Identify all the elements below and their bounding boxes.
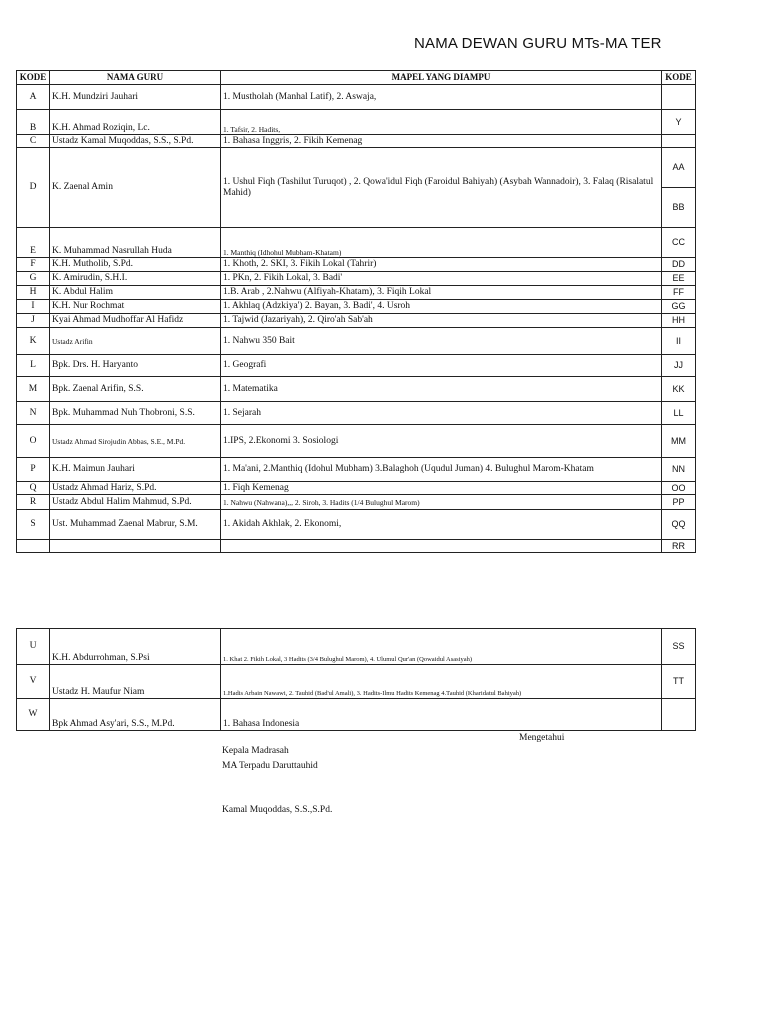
row-code: N [17,402,50,425]
header-kode-right: KODE [662,71,696,85]
table-row [17,258,696,272]
teacher-name: Bpk. Zaenal Arifin, S.S. [50,377,221,402]
teacher-table-2 [16,628,696,731]
teacher-kode: CC [662,228,696,258]
teacher-subjects: 1. Manthiq (Idhohul Mubham-Khatam) [221,228,662,258]
table-row [17,110,696,135]
table-row [17,665,696,699]
teacher-kode: LL [662,402,696,425]
row-code: G [17,272,50,286]
teacher-name: K.H. Abdurrohman, S.Psi [50,629,221,665]
teacher-kode: DD [662,258,696,272]
teacher-name: K. Abdul Halim [50,286,221,300]
teacher-name: K.H. Nur Rochmat [50,300,221,314]
row-code: K [17,328,50,355]
row-code: F [17,258,50,272]
teacher-subjects: 1. Khat 2. Fikih Lokal, 3 Hadits (3/4 Bulughul Marom), 4. Ulumul Qur'an (Qowaidul Asasiyah) [221,629,662,665]
row-code: S [17,510,50,540]
table-row [17,286,696,300]
teacher-name: K.H. Maimun Jauhari [50,458,221,482]
teacher-subjects: 1.B. Arab , 2.Nahwu (Alfiyah-Khatam), 3. Fiqih Lokal [221,286,662,300]
table-row [17,148,696,188]
teacher-subjects: 1. Geografi [221,355,662,377]
signature-institusi: MA Terpadu Daruttauhid [222,761,318,771]
teacher-kode: OO [662,482,696,495]
teacher-subjects: 1. Tafsir, 2. Hadits, [221,110,662,135]
teacher-name: Bpk. Drs. H. Haryanto [50,355,221,377]
table-row [17,402,696,425]
teacher-kode: PP [662,495,696,510]
teacher-subjects: 1. Sejarah [221,402,662,425]
row-code: E [17,228,50,258]
teacher-subjects: 1. Ushul Fiqh (Tashilut Turuqot) , 2. Qowa'idul Fiqh (Faroidul Bahiyah) (Asybah Wannadoir), 3. Falaq (Risalatul Mahid) [221,148,662,228]
teacher-table [16,70,696,553]
teacher-kode: JJ [662,355,696,377]
teacher-subjects: 1.IPS, 2.Ekonomi 3. Sosiologi [221,425,662,458]
teacher-subjects: 1.Hadis Arbain Nawawi, 2. Tauhid (Bad'ul Amali), 3. Hadits-Ilmu Hadits Kemenag 4.Tauhid (Kharidatul Bahiyah) [221,665,662,699]
teacher-kode: NN [662,458,696,482]
teacher-kode: FF [662,286,696,300]
teacher-subjects: 1. Fiqh Kemenag [221,482,662,495]
teacher-subjects: 1. Khoth, 2. SKI, 3. Fikih Lokal (Tahrir) [221,258,662,272]
teacher-name: K. Zaenal Amin [50,148,221,228]
row-code: I [17,300,50,314]
teacher-kode: MM [662,425,696,458]
table-row [17,355,696,377]
row-code: R [17,495,50,510]
teacher-kode [662,699,696,731]
teacher-kode: QQ [662,510,696,540]
teacher-subjects [221,540,662,553]
teacher-kode [662,85,696,110]
header-mapel: MAPEL YANG DIAMPU [221,71,662,85]
teacher-kode: AA [662,148,696,188]
teacher-name: Ustadz Arifin [50,328,221,355]
table-row [17,300,696,314]
teacher-name: K.H. Mundziri Jauhari [50,85,221,110]
table-row [17,425,696,458]
teacher-name: Bpk Ahmad Asy'ari, S.S., M.Pd. [50,699,221,731]
teacher-subjects: 1. Ma'ani, 2.Manthiq (Idohul Mubham) 3.Balaghoh (Uqudul Juman) 4. Bulughul Marom-Khatam [221,458,662,482]
row-code [17,540,50,553]
row-code: M [17,377,50,402]
teacher-subjects: 1. Matematika [221,377,662,402]
teacher-kode: GG [662,300,696,314]
teacher-kode: TT [662,665,696,699]
teacher-name: K.H. Ahmad Roziqin, Lc. [50,110,221,135]
row-code: J [17,314,50,328]
table-row [17,629,696,665]
teacher-subjects: 1. Akidah Akhlak, 2. Ekonomi, [221,510,662,540]
table-row [17,458,696,482]
teacher-kode: II [662,328,696,355]
teacher-kode: EE [662,272,696,286]
teacher-kode: BB [662,188,696,228]
teacher-name: K. Muhammad Nasrullah Huda [50,228,221,258]
table-row [17,540,696,553]
table-row [17,699,696,731]
table-row [17,314,696,328]
row-code: Q [17,482,50,495]
teacher-subjects: 1. PKn, 2. Fikih Lokal, 3. Badi' [221,272,662,286]
row-code: H [17,286,50,300]
table-row [17,482,696,495]
teacher-name: Ustadz Kamal Muqoddas, S.S., S.Pd. [50,135,221,148]
teacher-name: Bpk. Muhammad Nuh Thobroni, S.S. [50,402,221,425]
row-code: C [17,135,50,148]
teacher-subjects: 1. Mustholah (Manhal Latif), 2. Aswaja, [221,85,662,110]
table-row [17,328,696,355]
header-nama-guru: NAMA GURU [50,71,221,85]
table-row [17,228,696,258]
teacher-name: Ustadz Ahmad Sirojudin Abbas, S.E., M.Pd. [50,425,221,458]
signature-jabatan: Kepala Madrasah [222,746,289,756]
teacher-kode [662,135,696,148]
teacher-kode: KK [662,377,696,402]
signature-nama: Kamal Muqoddas, S.S.,S.Pd. [222,805,333,815]
teacher-name: K.H. Mutholib, S.Pd. [50,258,221,272]
teacher-name [50,540,221,553]
teacher-subjects: 1. Bahasa Indonesia [221,699,662,731]
teacher-subjects: 1. Akhlaq (Adzkiya') 2. Bayan, 3. Badi', 4. Usroh [221,300,662,314]
teacher-name: Ustadz Ahmad Hariz, S.Pd. [50,482,221,495]
row-code: P [17,458,50,482]
teacher-name: Kyai Ahmad Mudhoffar Al Hafidz [50,314,221,328]
page-title: NAMA DEWAN GURU MTs-MA TER [414,35,662,52]
row-code: U [17,629,50,665]
teacher-name: Ustadz H. Maufur Niam [50,665,221,699]
teacher-name: Ust. Muhammad Zaenal Mabrur, S.M. [50,510,221,540]
teacher-subjects: 1. Nahwu 350 Bait [221,328,662,355]
row-code: O [17,425,50,458]
row-code: A [17,85,50,110]
teacher-subjects: 1. Tajwid (Jazariyah), 2. Qiro'ah Sab'ah [221,314,662,328]
signature-mengetahui: Mengetahui [519,733,565,743]
row-code: L [17,355,50,377]
teacher-kode: HH [662,314,696,328]
teacher-kode: Y [662,110,696,135]
teacher-kode: SS [662,629,696,665]
table-row [17,377,696,402]
table-row [17,135,696,148]
teacher-name: Ustadz Abdul Halim Mahmud, S.Pd. [50,495,221,510]
teacher-kode: RR [662,540,696,553]
teacher-subjects: 1. Nahwu (Nahwana),,, 2. Siroh, 3. Hadits (1/4 Bulughul Marom) [221,495,662,510]
row-code: D [17,148,50,228]
row-code: W [17,699,50,731]
table-header-row [17,71,696,85]
header-kode: KODE [17,71,50,85]
table-row [17,510,696,540]
table-row [17,495,696,510]
row-code: B [17,110,50,135]
table-row [17,85,696,110]
row-code: V [17,665,50,699]
table-row [17,272,696,286]
teacher-name: K. Amirudin, S.H.I. [50,272,221,286]
teacher-subjects: 1. Bahasa Inggris, 2. Fikih Kemenag [221,135,662,148]
